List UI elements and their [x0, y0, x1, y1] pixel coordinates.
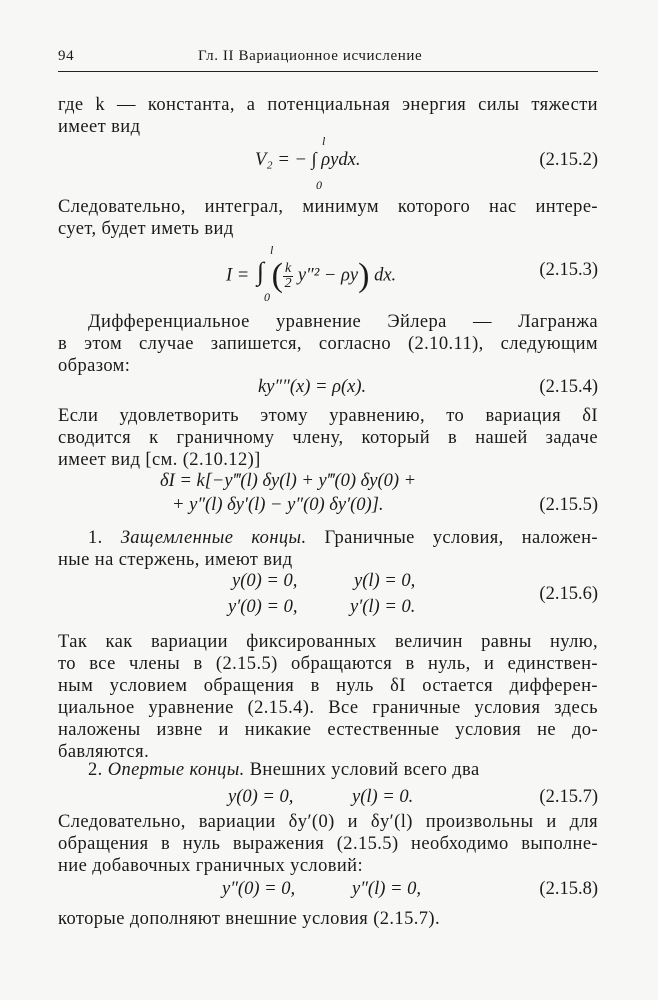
text-line: ние добавочных граничных условий: [58, 856, 363, 876]
text-line: которые дополняют внешние условия (2.15.7). [58, 909, 440, 929]
header-rule [58, 71, 598, 72]
equation-number: (2.15.3) [539, 260, 598, 280]
equation-number: (2.15.8) [539, 879, 598, 899]
condition-yl: y(l) = 0, [354, 571, 416, 591]
right-paren: ) [358, 257, 370, 294]
integral-upper-limit: l [270, 243, 274, 257]
equation-number: (2.15.4) [539, 377, 598, 397]
equation-number: (2.15.7) [539, 787, 598, 807]
equation-2-15-2: V₂ = − ∫ ρydx. [255, 150, 361, 170]
equation-2-15-4: ky″″(x) = ρ(x). [258, 377, 367, 397]
item-heading: Опертые концы. [107, 760, 245, 780]
equation-2-15-5-line2: + y″(l) δy′(l) − y″(0) δy′(0)]. [172, 495, 384, 515]
fraction [283, 262, 293, 291]
item-number: 2. [88, 760, 103, 780]
text-line: в этом случае запишется, согласно (2.10.11), следующим [58, 334, 598, 354]
equation-2-15-3 [226, 257, 396, 295]
text-line [58, 759, 598, 781]
text-line: Дифференциальное уравнение Эйлера — Лагранжа [88, 312, 598, 332]
text-line: Следовательно, интеграл, минимум которого нас интере- [58, 197, 598, 217]
equation-number: (2.15.6) [539, 584, 598, 604]
equation-2-15-5-line1: δI = k[−y‴(l) δy(l) + y‴(0) δy(0) + [160, 471, 417, 491]
text-line: Если удовлетворить этому уравнению, то вариация δI [58, 406, 598, 426]
text-line: образом: [58, 356, 131, 376]
equation-number: (2.15.2) [539, 150, 598, 170]
item-heading: Защемленные концы. [120, 528, 307, 548]
text-line: обращения в нуль выражения (2.15.5) необходимо выполне- [58, 834, 598, 854]
condition-y0: y(0) = 0, [228, 787, 294, 807]
integral-sign: ∫ [256, 257, 265, 287]
condition-y-prime-l: y′(l) = 0. [350, 597, 416, 617]
text-line: сводится к граничному члену, который в нашей задаче [58, 428, 598, 448]
running-title: Гл. II Вариационное исчисление [198, 48, 423, 64]
text-line: циальное уравнение (2.15.4). Все граничные условия здесь [58, 698, 598, 718]
eq-tail: dx. [374, 265, 397, 286]
condition-y-prime-0: y′(0) = 0, [228, 597, 298, 617]
item-number: 1. [88, 528, 103, 548]
text-line: сует, будет иметь вид [58, 219, 234, 239]
integral-lower-limit: 0 [316, 178, 322, 192]
text-line [58, 527, 598, 549]
text-line: имеет вид [см. (2.10.12)] [58, 450, 261, 470]
eq-body: y″² − ρy [297, 265, 359, 286]
condition-yl: y(l) = 0. [352, 787, 414, 807]
text-line: наложены извне и никакие естественные условия не до- [58, 720, 598, 740]
eq-lhs: I = [226, 265, 250, 286]
equation-number: (2.15.5) [539, 495, 598, 515]
page-number: 94 [58, 48, 75, 64]
text-line: ные на стержень, имеют вид [58, 550, 293, 570]
text-line: бавляются. [58, 742, 150, 762]
text-line: ным условием обращения в нуль δI остается дифферен- [58, 676, 598, 696]
fraction-denominator: 2 [284, 275, 292, 291]
integral-upper-limit: l [322, 134, 326, 148]
item-text: Граничные условия, наложен- [324, 528, 598, 548]
text-line: Так как вариации фиксированных величин равны нулю, [58, 632, 598, 652]
text-line: то все члены в (2.15.5) обращаются в нуль, и единствен- [58, 654, 598, 674]
text-line: где k — константа, а потенциальная энергия силы тяжести [58, 95, 598, 115]
left-paren: ( [271, 257, 283, 294]
text-line: Следовательно, вариации δy′(0) и δy′(l) произвольны и для [58, 812, 598, 832]
integral-lower-limit: 0 [264, 290, 270, 304]
condition-y0: y(0) = 0, [232, 571, 298, 591]
item-text: Внешних условий всего два [249, 760, 480, 780]
text-line: имеет вид [58, 117, 141, 137]
condition-y-double-prime-0: y″(0) = 0, [222, 879, 296, 899]
fraction-numerator: k [284, 260, 292, 276]
condition-y-double-prime-l: y″(l) = 0, [352, 879, 421, 899]
